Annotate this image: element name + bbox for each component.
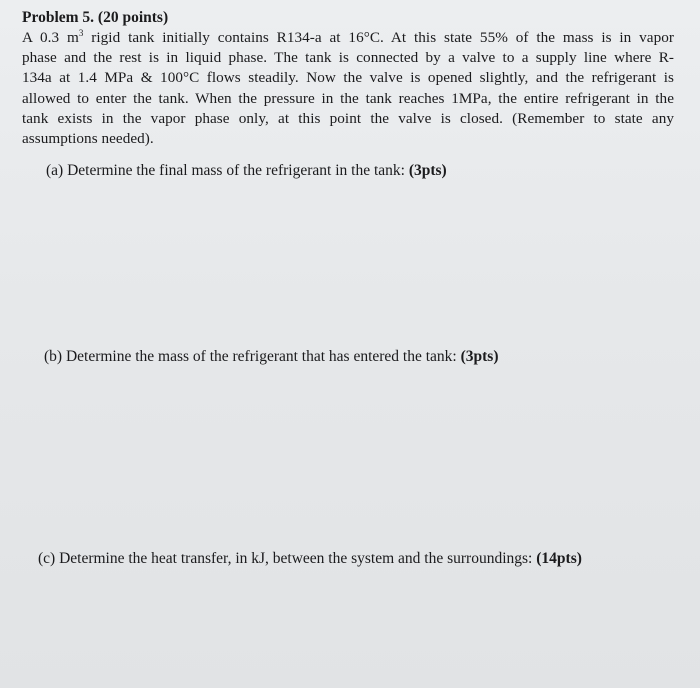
problem-title: Problem 5. (20 points) — [22, 9, 169, 26]
part-b-question — [44, 347, 499, 367]
problem-line-6: assumptions needed). — [22, 130, 154, 148]
part-c-question — [38, 549, 582, 569]
cubic-superscript: 3 — [78, 28, 84, 38]
part-c-text: (c) Determine the heat transfer, in kJ, between the system and the surroundings: — [38, 550, 537, 567]
problem-line-5: tank exists in the vapor phase only, at this point the valve is closed. (Remember to state any — [22, 109, 674, 127]
problem-line-1 — [22, 28, 674, 48]
problem-line-4: allowed to enter the tank. When the pressure in the tank reaches 1MPa, the entire refrigerant in the — [22, 89, 674, 107]
problem-line-1-pre: A 0.3 m — [22, 29, 79, 46]
part-b-points: (3pts) — [460, 348, 499, 365]
problem-line-3: 134a at 1.4 MPa & 100°C flows steadily. Now the valve is opened slightly, and the refrigerant is — [22, 69, 674, 87]
problem-statement — [22, 28, 674, 149]
part-b-text: (b) Determine the mass of the refrigerant that has entered the tank: — [44, 348, 461, 365]
part-a-question — [46, 161, 447, 181]
part-a-text: (a) Determine the final mass of the refrigerant in the tank: — [46, 162, 409, 179]
problem-line-2: phase and the rest is in liquid phase. The tank is connected by a valve to a supply line where R- — [22, 49, 674, 67]
problem-line-1-post: rigid tank initially contains R134-a at 16°C. At this state 55% of the mass is in vapor — [83, 29, 674, 46]
part-c-points: (14pts) — [536, 550, 582, 567]
part-a-points: (3pts) — [408, 162, 447, 179]
